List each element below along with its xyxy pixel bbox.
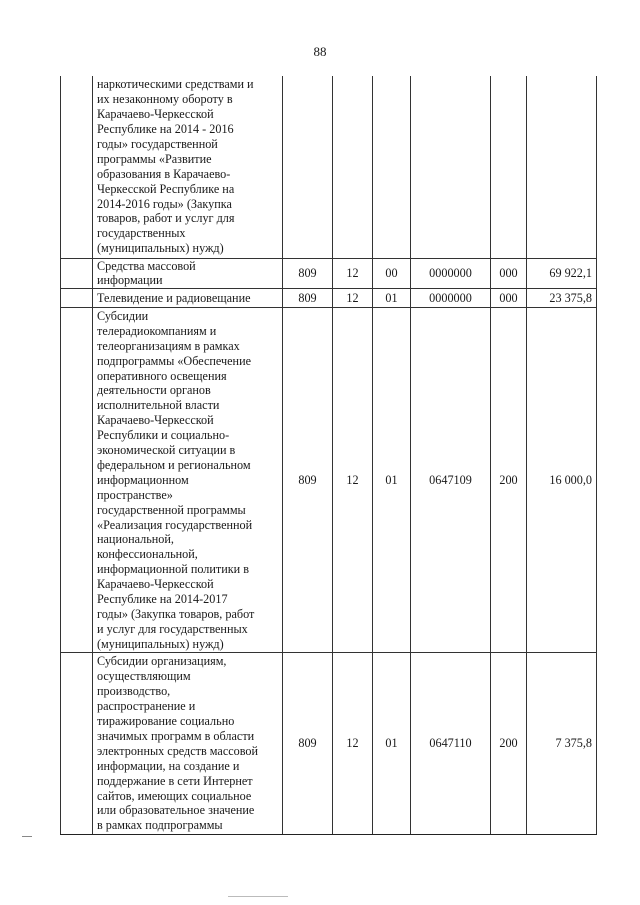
table-row [61,289,597,308]
table-row [61,258,597,289]
page-number: 88 [313,44,327,59]
amount-value: 23 375,8 [527,289,597,308]
target-item-code: 0000000 [411,258,491,289]
table-row [61,308,597,653]
amount-value: 7 375,8 [527,653,597,835]
row-description [93,653,283,835]
subsection-code: 01 [373,308,411,653]
table-row [61,653,597,835]
row-description [93,258,283,289]
scan-artifact [22,836,32,837]
row-description [93,308,283,653]
subsection-code [373,76,411,258]
ministry-code: 809 [283,258,333,289]
expense-type-code [491,76,527,258]
section-code: 12 [333,653,373,835]
section-code: 12 [333,258,373,289]
expense-type-code: 000 [491,258,527,289]
description-text: Телевидение и радиовещание [97,290,251,305]
expense-type-code: 000 [491,289,527,308]
amount-value: 16 000,0 [527,308,597,653]
description-text: наркотическими средствами и их незаконному обороту в Карачаево-Черкесской Республике на 2014 - 2016 годы» государственной программы «Развитие образования в Карачаево- Черкесской Республике на 2014-2016 годы» (Закупка товаров, работ и услуг для государственных (муниципальных) нужд) [97,77,254,256]
section-code [333,76,373,258]
section-code: 12 [333,308,373,653]
blank-cell [61,289,93,308]
target-item-code: 0000000 [411,289,491,308]
blank-cell [61,258,93,289]
amount-value [527,76,597,258]
expense-type-code: 200 [491,308,527,653]
description-text: Субсидии телерадиокомпаниям и телеорганизациям в рамках подпрограммы «Обеспечение оперативного освещения деятельности органов исполнительной власти Карачаево-Черкесской Республики и социально- экономической ситуации в федеральном и региональном информационном пространстве» государственной программы «Реализация государственной национальной, конфессиональной, информационной политики в Карачаево-Черкесской Республике на 2014-2017 годы» (Закупка товаров, работ и услуг для государственных (муниципальных) нужд) [97,308,255,651]
target-item-code: 0647110 [411,653,491,835]
ministry-code: 809 [283,308,333,653]
section-code: 12 [333,289,373,308]
ministry-code: 809 [283,653,333,835]
budget-table [60,76,597,835]
amount-value: 69 922,1 [527,258,597,289]
scan-artifact [228,896,288,897]
blank-cell [61,308,93,653]
blank-cell [61,653,93,835]
subsection-code: 01 [373,289,411,308]
description-text: Средства массовой информации [97,258,196,288]
target-item-code: 0647109 [411,308,491,653]
ministry-code: 809 [283,289,333,308]
blank-cell [61,76,93,258]
ministry-code [283,76,333,258]
subsection-code: 00 [373,258,411,289]
row-description [93,76,283,258]
subsection-code: 01 [373,653,411,835]
table-row [61,76,597,258]
description-text: Субсидии организациям, осуществляющим производство, распространение и тиражирование социально значимых программ в области электронных средств массовой информации, на создание и поддержание в сети Интернет сайтов, имеющих социальное или образовательное значение в рамках подпрограммы [97,654,259,833]
target-item-code [411,76,491,258]
expense-type-code: 200 [491,653,527,835]
row-description [93,289,283,308]
